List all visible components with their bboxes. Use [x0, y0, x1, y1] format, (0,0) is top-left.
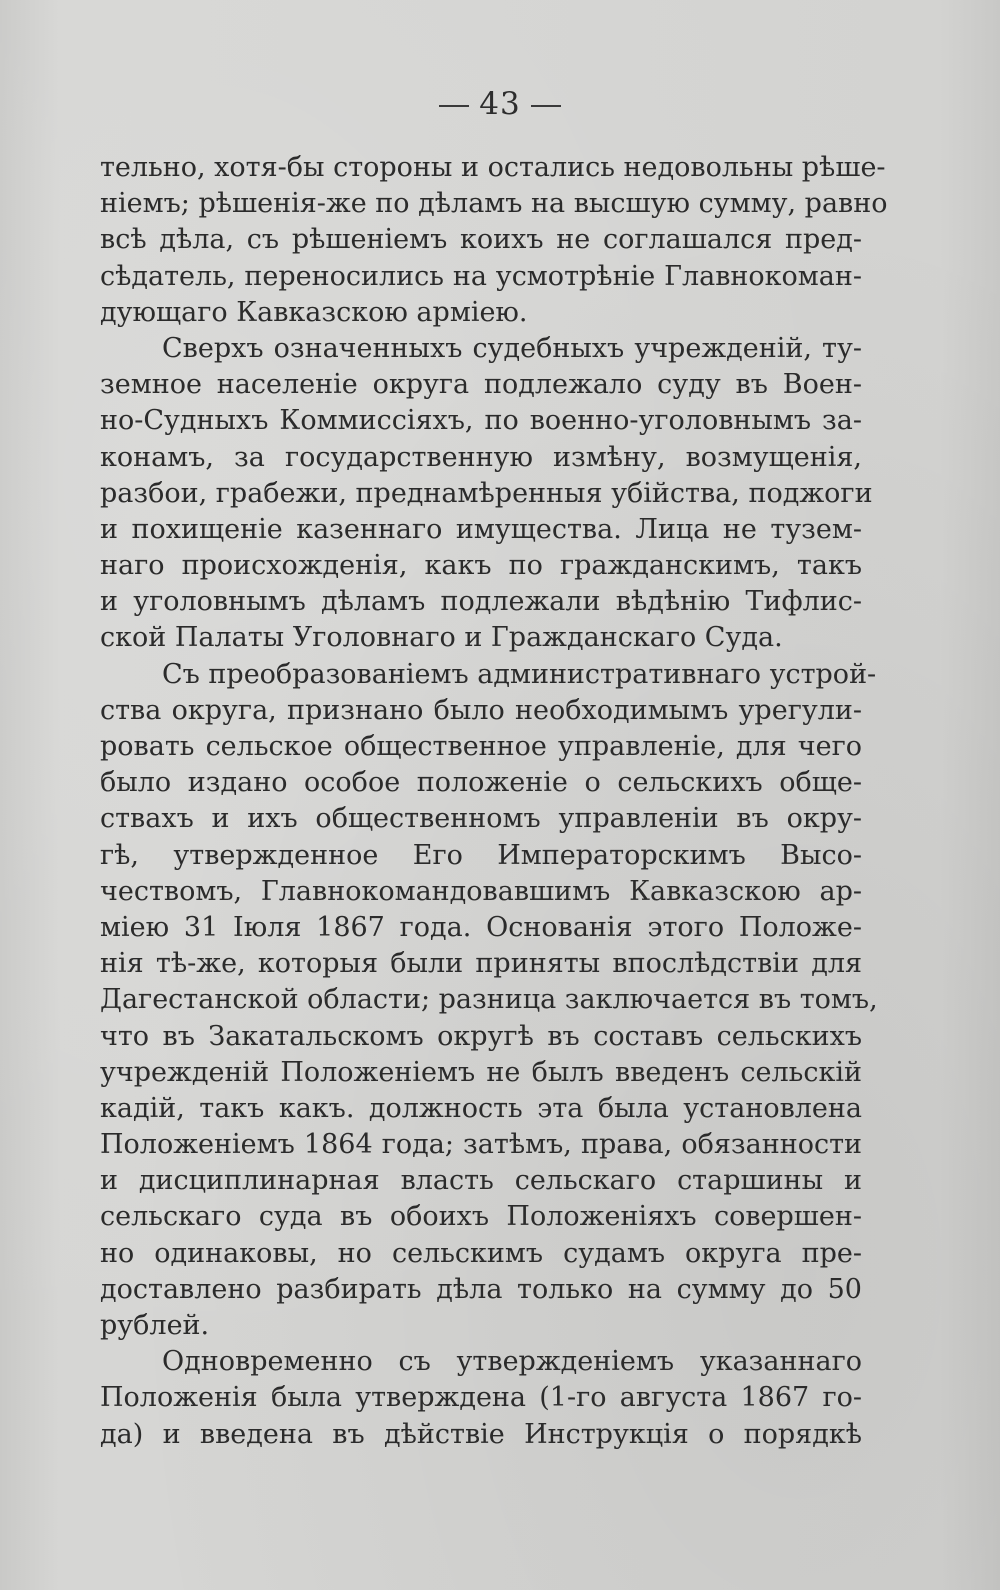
text-line: рублей. — [100, 1310, 210, 1341]
text-line: Сверхъ означенныхъ судебныхъ учрежденій, ту- — [162, 332, 862, 364]
text-line: учрежденій Положеніемъ не былъ введенъ сельскій — [100, 1056, 862, 1088]
text-line: всѣ дѣла, съ рѣшеніемъ коихъ не соглашался пред- — [100, 224, 862, 256]
text-line: ской Палаты Уголовнаго и Гражданскаго Суда. — [100, 622, 783, 654]
text-line: но одинаковы, но сельскимъ судамъ округа пре- — [100, 1237, 862, 1269]
text-line: сѣдатель, переносились на усмотрѣніе Главнокоман- — [100, 260, 862, 292]
text-line: ніемъ; рѣшенія-же по дѣламъ на высшую сумму, равно — [100, 188, 888, 220]
text-line: кадій, такъ какъ. должность эта была установлена — [100, 1092, 862, 1124]
paragraph — [100, 331, 873, 657]
text-line: да) и введена въ дѣйствіе Инструкція о порядкѣ — [100, 1418, 862, 1450]
page-number-left-dash — [439, 105, 469, 107]
text-line: ствахъ и ихъ общественномъ управленіи въ окру- — [100, 803, 862, 835]
body-text — [100, 150, 888, 1453]
text-line: но-Судныхъ Коммиссіяхъ, по военно-уголовнымъ за- — [100, 405, 862, 437]
text-line: и дисциплинарная власть сельскаго старшины и — [100, 1165, 862, 1197]
text-line: и похищеніе казеннаго имущества. Лица не тузем- — [100, 513, 862, 545]
paragraph — [100, 657, 878, 1345]
paragraph — [100, 150, 888, 331]
text-line: Дагестанской области; разница заключается въ томъ, — [100, 984, 878, 1016]
text-line: ства округа, признано было необходимымъ урегули- — [100, 694, 862, 726]
paragraph — [100, 1344, 862, 1453]
text-line: дующаго Кавказскою арміею. — [100, 296, 528, 328]
text-line: доставлено разбирать дѣла только на сумму до 50 — [100, 1273, 862, 1305]
text-line: міею 31 Іюля 1867 года. Основанія этого Положе- — [100, 911, 862, 943]
text-line: ровать сельское общественное управленіе, для чего — [100, 731, 862, 762]
text-line: нія тѣ-же, которыя были приняты впослѣдствіи для — [100, 948, 862, 980]
text-line: было издано особое положеніе о сельскихъ обще- — [100, 767, 862, 799]
text-line: конамъ, за государственную измѣну, возмущенія, — [100, 441, 862, 473]
text-line: Съ преобразованіемъ административнаго устрой- — [162, 658, 877, 690]
page-number-text: 43 — [479, 86, 521, 122]
text-line: Одновременно съ утвержденіемъ указаннаго — [162, 1346, 862, 1378]
text-line: гѣ, утвержденное Его Императорскимъ Высо- — [100, 839, 862, 871]
page-number-right-dash — [531, 105, 561, 107]
text-line: и уголовнымъ дѣламъ подлежали вѣдѣнію Тифлис- — [100, 586, 862, 618]
text-line: тельно, хотя-бы стороны и остались недовольны рѣше- — [100, 152, 886, 183]
text-line: разбои, грабежи, преднамѣренныя убійства, поджоги — [100, 477, 873, 509]
text-line: сельскаго суда въ обоихъ Положеніяхъ совершен- — [100, 1201, 862, 1233]
text-line: что въ Закатальскомъ округѣ въ составъ сельскихъ — [100, 1020, 862, 1052]
text-line: земное населеніе округа подлежало суду въ Воен- — [100, 369, 862, 401]
text-line: Положеніемъ 1864 года; затѣмъ, права, обязанности — [100, 1129, 862, 1161]
text-line: наго происхожденія, какъ по гражданскимъ, такъ — [100, 550, 862, 582]
text-line: Положенія была утверждена (1-го августа 1867 го- — [100, 1382, 862, 1414]
page-number — [0, 86, 1000, 122]
text-line: чествомъ, Главнокомандовавшимъ Кавказскою ар- — [100, 875, 862, 907]
